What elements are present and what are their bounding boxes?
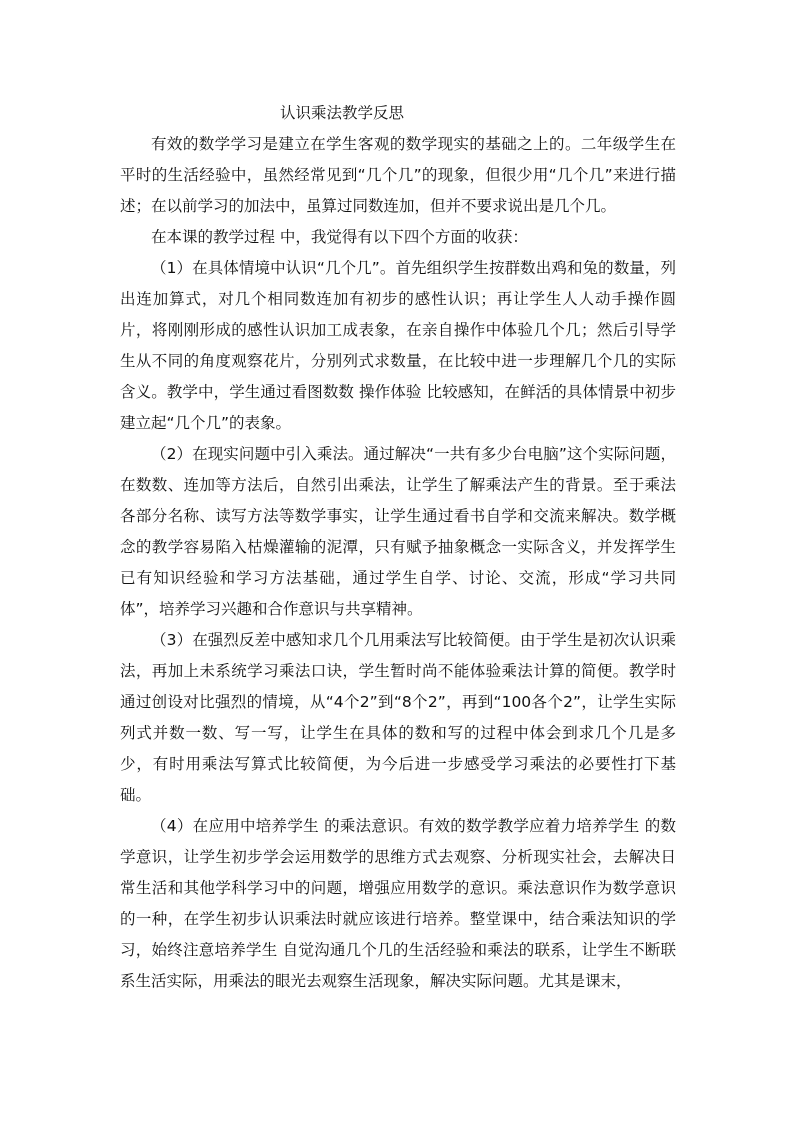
paragraph-intro: 有效的数学学习是建立在学生客观的数学现实的基础之上的。二年级学生在平时的生活经验中，虽然经常见到“几个几”的现象，但很少用“几个几”来进行描述；在以前学习的加法中，虽算过同数连加，但并不要求说出是几个几。 — [120, 135, 676, 215]
paragraph-point-4: （4）在应用中培养学生 的乘法意识。有效的数学教学应着力培养学生 的数学意识，让学生初步学会运用数学的思维方式去观察、分析现实社会，去解决日常生活和其他学科学习中的问题，增强应用数学的意识。乘法意识作为数学意识的一种，在学生初步认识乘法时就应该进行培养。整堂课中，结合乘法知识的学习，始终注意培养学生 自觉沟通几个几的生活经验和乘法的联系，让学生不断联系生活实际，用乘法的眼光去观察生活现象，解决实际问题。尤其是课末， — [120, 817, 676, 990]
paragraph-point-1: （1）在具体情境中认识“几个几”。首先组织学生按群数出鸡和兔的数量，列出连加算式，对几个相同数连加有初步的感性认识；再让学生人人动手操作圆片，将刚刚形成的感性认识加工成表象，在亲自操作中体验几个几；然后引导学生从不同的角度观察花片，分别列式求数量，在比较中进一步理解几个几的实际含义。教学中，学生通过看图数数 操作体验 比较感知，在鲜活的具体情景中初步建立起“几个几”的表象。 — [120, 259, 676, 432]
paragraph-summary: 在本课的教学过程 中，我觉得有以下四个方面的收获： — [151, 228, 528, 246]
document-body — [120, 98, 676, 997]
paragraph-point-2: （2）在现实问题中引入乘法。通过解决“一共有多少台电脑”这个实际问题，在数数、连加等方法后，自然引出乘法，让学生了解乘法产生的背景。至于乘法各部分名称、读写方法等数学事实，让学生通过看书自学和交流来解决。数学概念的教学容易陷入枯燥灌输的泥潭，只有赋予抽象概念一实际含义，并发挥学生已有知识经验和学习方法基础，通过学生自学、讨论、交流，形成“学习共同体”，培养学习兴趣和合作意识与共享精神。 — [120, 445, 676, 618]
document-title: 认识乘法教学反思 — [280, 104, 405, 122]
paragraph-point-3: （3）在强烈反差中感知求几个几用乘法写比较简便。由于学生是初次认识乘法，再加上未系统学习乘法口诀，学生暂时尚不能体验乘法计算的简便。教学时通过创设对比强烈的情境，从“4个2”到“8个2”，再到“100各个2”，让学生实际列式并数一数、写一写，让学生在具体的数和写的过程中体会到求几个几是多少，有时用乘法写算式比较简便，为今后进一步感受学习乘法的必要性打下基础。 — [120, 631, 676, 804]
